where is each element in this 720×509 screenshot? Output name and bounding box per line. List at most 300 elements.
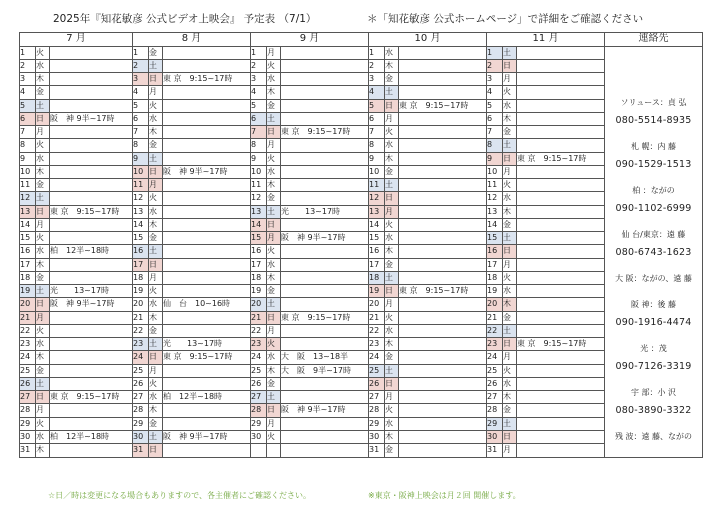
day-number: 17	[487, 258, 503, 271]
day-number: 21	[133, 311, 149, 324]
weekday: 月	[385, 391, 399, 404]
weekday: 金	[149, 139, 163, 152]
weekday: 日	[36, 205, 50, 218]
header-month-8: 8 月	[133, 33, 251, 47]
table-row	[20, 271, 703, 284]
weekday: 木	[267, 179, 281, 192]
day-number: 17	[20, 258, 36, 271]
table-row	[20, 245, 703, 258]
event-cell	[517, 404, 605, 417]
weekday: 金	[36, 271, 50, 284]
weekday: 水	[385, 324, 399, 337]
day-number: 15	[487, 232, 503, 245]
day-number: 22	[369, 324, 385, 337]
weekday: 月	[36, 126, 50, 139]
weekday: 火	[385, 404, 399, 417]
weekday: 火	[267, 152, 281, 165]
day-number: 13	[251, 205, 267, 218]
day-number: 12	[487, 192, 503, 205]
day-number: 29	[369, 417, 385, 430]
event-cell	[399, 112, 487, 125]
day-number: 25	[20, 364, 36, 377]
event-cell	[399, 205, 487, 218]
day-number: 3	[251, 73, 267, 86]
day-number: 4	[20, 86, 36, 99]
weekday: 日	[36, 391, 50, 404]
day-number: 5	[20, 99, 36, 112]
weekday: 水	[503, 285, 517, 298]
weekday: 月	[503, 73, 517, 86]
weekday: 火	[36, 417, 50, 430]
day-number: 31	[369, 444, 385, 458]
event-cell	[281, 179, 369, 192]
event-cell	[163, 364, 251, 377]
weekday: 金	[36, 179, 50, 192]
table-row	[20, 46, 703, 59]
event-cell	[163, 59, 251, 72]
weekday: 土	[503, 324, 517, 337]
day-number: 2	[20, 59, 36, 72]
day-number: 14	[369, 218, 385, 231]
event-cell	[399, 338, 487, 351]
weekday: 木	[149, 404, 163, 417]
day-number: 31	[487, 444, 503, 458]
table-row	[20, 192, 703, 205]
weekday: 水	[149, 391, 163, 404]
day-number: 4	[369, 86, 385, 99]
event-cell	[517, 377, 605, 390]
event-cell	[281, 99, 369, 112]
weekday: 土	[503, 139, 517, 152]
day-number: 3	[369, 73, 385, 86]
event-cell	[399, 258, 487, 271]
event-cell	[50, 99, 133, 112]
table-row	[20, 205, 703, 218]
weekday: 金	[267, 99, 281, 112]
table-row	[20, 179, 703, 192]
event-cell	[517, 59, 605, 72]
footer-note-right: ※東京・阪神上映会は月２回 開催します。	[368, 491, 521, 500]
event-cell	[50, 444, 133, 458]
day-number: 24	[487, 351, 503, 364]
day-number: 9	[369, 152, 385, 165]
event-cell	[517, 165, 605, 178]
event-cell	[399, 430, 487, 443]
weekday: 木	[503, 298, 517, 311]
day-number: 7	[251, 126, 267, 139]
day-number: 18	[251, 271, 267, 284]
day-number: 15	[369, 232, 385, 245]
weekday: 火	[267, 338, 281, 351]
weekday: 金	[385, 351, 399, 364]
contact-phone: 080-6743-1623	[615, 246, 692, 258]
day-number: 28	[20, 404, 36, 417]
day-number: 8	[251, 139, 267, 152]
event-cell	[50, 126, 133, 139]
weekday: 金	[385, 444, 399, 458]
day-number: 21	[20, 311, 36, 324]
event-cell	[50, 86, 133, 99]
day-number	[251, 444, 267, 458]
day-number: 27	[251, 391, 267, 404]
weekday: 火	[503, 179, 517, 192]
event-cell	[281, 324, 369, 337]
weekday: 土	[149, 245, 163, 258]
day-number: 30	[20, 430, 36, 443]
weekday: 月	[149, 364, 163, 377]
table-row	[20, 218, 703, 231]
day-number: 26	[133, 377, 149, 390]
event-cell	[281, 192, 369, 205]
event-cell	[163, 285, 251, 298]
day-number: 8	[20, 139, 36, 152]
day-number: 17	[251, 258, 267, 271]
weekday: 土	[385, 179, 399, 192]
day-number: 30	[487, 430, 503, 443]
weekday: 金	[149, 46, 163, 59]
event-cell	[50, 311, 133, 324]
day-number: 20	[133, 298, 149, 311]
day-number: 24	[133, 351, 149, 364]
day-number: 28	[487, 404, 503, 417]
weekday: 火	[503, 364, 517, 377]
event-cell	[517, 46, 605, 59]
event-cell: 東 京 9:15~17時	[163, 73, 251, 86]
event-cell	[50, 73, 133, 86]
day-number: 25	[133, 364, 149, 377]
event-cell	[399, 232, 487, 245]
event-cell	[281, 377, 369, 390]
contact-name: 仙 台/東京：遠 藤	[621, 229, 686, 239]
day-number: 20	[251, 298, 267, 311]
event-cell	[281, 86, 369, 99]
event-cell	[163, 112, 251, 125]
event-cell	[163, 218, 251, 231]
day-number: 3	[20, 73, 36, 86]
weekday: 木	[385, 152, 399, 165]
day-number: 13	[133, 205, 149, 218]
day-number: 30	[251, 430, 267, 443]
event-cell: 大 阪 9半~17時	[281, 364, 369, 377]
schedule-table	[19, 32, 703, 458]
day-number: 31	[133, 444, 149, 458]
day-number: 12	[251, 192, 267, 205]
contact-name: 残 波：遠 藤、ながの	[614, 431, 693, 441]
day-number: 26	[369, 377, 385, 390]
event-cell: 大 阪 13~18半	[281, 351, 369, 364]
contact-phone: 090-7126-3319	[615, 360, 692, 372]
day-number: 10	[369, 165, 385, 178]
weekday: 土	[36, 99, 50, 112]
table-row	[20, 311, 703, 324]
event-cell	[517, 430, 605, 443]
day-number: 14	[20, 218, 36, 231]
weekday: 金	[36, 86, 50, 99]
event-cell	[281, 417, 369, 430]
weekday: 火	[36, 46, 50, 59]
weekday: 木	[267, 271, 281, 284]
event-cell: 東 京 9:15~17時	[163, 351, 251, 364]
weekday: 火	[503, 271, 517, 284]
day-number: 7	[20, 126, 36, 139]
table-row	[20, 126, 703, 139]
weekday: 月	[36, 404, 50, 417]
weekday: 水	[267, 73, 281, 86]
day-number: 23	[20, 338, 36, 351]
day-number: 12	[20, 192, 36, 205]
event-cell	[517, 391, 605, 404]
weekday: 月	[503, 258, 517, 271]
weekday: 火	[36, 324, 50, 337]
header-month-7: 7 月	[20, 33, 133, 47]
table-row	[20, 364, 703, 377]
event-cell	[50, 139, 133, 152]
weekday: 日	[149, 73, 163, 86]
weekday: 火	[503, 86, 517, 99]
weekday: 月	[267, 46, 281, 59]
weekday: 金	[267, 377, 281, 390]
event-cell: 東 京 9:15~17時	[517, 152, 605, 165]
contact-name: 光 ：茂	[640, 343, 667, 353]
day-number: 12	[369, 192, 385, 205]
event-cell	[50, 404, 133, 417]
weekday: 土	[267, 298, 281, 311]
event-cell	[163, 232, 251, 245]
day-number: 22	[251, 324, 267, 337]
weekday: 火	[385, 311, 399, 324]
day-number: 13	[487, 205, 503, 218]
day-number: 8	[369, 139, 385, 152]
event-cell	[281, 391, 369, 404]
table-row	[20, 232, 703, 245]
event-cell	[517, 351, 605, 364]
weekday: 水	[36, 245, 50, 258]
day-number: 6	[251, 112, 267, 125]
day-number: 26	[487, 377, 503, 390]
day-number: 19	[251, 285, 267, 298]
day-number: 28	[133, 404, 149, 417]
event-cell	[50, 152, 133, 165]
day-number: 18	[487, 271, 503, 284]
day-number: 4	[133, 86, 149, 99]
event-cell	[399, 46, 487, 59]
day-number: 16	[487, 245, 503, 258]
event-cell	[281, 139, 369, 152]
day-number: 25	[487, 364, 503, 377]
weekday: 日	[149, 258, 163, 271]
event-cell	[517, 86, 605, 99]
day-number: 26	[20, 377, 36, 390]
event-cell	[163, 404, 251, 417]
event-cell: 阪 神 9半~17時	[163, 165, 251, 178]
day-number: 19	[20, 285, 36, 298]
weekday: 水	[149, 112, 163, 125]
day-number: 27	[20, 391, 36, 404]
table-row	[20, 139, 703, 152]
event-cell	[281, 298, 369, 311]
weekday: 金	[503, 126, 517, 139]
weekday: 水	[503, 377, 517, 390]
event-cell	[399, 324, 487, 337]
day-number: 21	[369, 311, 385, 324]
event-cell	[517, 271, 605, 284]
event-cell	[399, 73, 487, 86]
day-number: 6	[487, 112, 503, 125]
event-cell	[399, 298, 487, 311]
event-cell	[281, 73, 369, 86]
event-cell	[163, 271, 251, 284]
weekday: 土	[503, 232, 517, 245]
day-number: 21	[251, 311, 267, 324]
weekday: 日	[503, 152, 517, 165]
weekday: 水	[267, 351, 281, 364]
day-number: 22	[487, 324, 503, 337]
event-cell	[281, 258, 369, 271]
event-cell	[163, 126, 251, 139]
event-cell	[399, 245, 487, 258]
weekday: 金	[149, 324, 163, 337]
weekday: 金	[385, 165, 399, 178]
table-row	[20, 99, 703, 112]
day-number: 17	[369, 258, 385, 271]
day-number: 16	[369, 245, 385, 258]
event-cell	[281, 218, 369, 231]
weekday: 木	[385, 430, 399, 443]
weekday: 火	[149, 99, 163, 112]
weekday: 火	[36, 139, 50, 152]
event-cell: 阪 神 9半~17時	[281, 404, 369, 417]
event-cell	[399, 152, 487, 165]
event-cell: 東 京 9:15~17時	[517, 338, 605, 351]
contact-name: 阪 神：後 藤	[630, 299, 677, 309]
table-row	[20, 404, 703, 417]
day-number: 5	[369, 99, 385, 112]
event-cell	[517, 232, 605, 245]
contact-name: ソリュース：貞 弘	[620, 97, 687, 107]
weekday: 水	[149, 205, 163, 218]
day-number: 15	[20, 232, 36, 245]
weekday: 日	[503, 245, 517, 258]
event-cell	[163, 192, 251, 205]
event-cell: 東 京 9:15~17時	[399, 285, 487, 298]
event-cell	[163, 444, 251, 458]
event-cell	[281, 112, 369, 125]
day-number: 30	[133, 430, 149, 443]
day-number: 17	[133, 258, 149, 271]
weekday: 木	[149, 311, 163, 324]
header-note: ＊「知花敏彦 公式ホームページ」で詳細をご確認ください	[367, 13, 644, 25]
contact-name: 柏 ：ながの	[632, 185, 675, 195]
day-number: 2	[251, 59, 267, 72]
event-cell	[163, 152, 251, 165]
event-cell	[50, 417, 133, 430]
weekday: 月	[503, 351, 517, 364]
weekday: 木	[503, 205, 517, 218]
table-row	[20, 152, 703, 165]
event-cell	[399, 126, 487, 139]
weekday: 木	[149, 126, 163, 139]
event-cell	[50, 165, 133, 178]
weekday: 月	[267, 324, 281, 337]
day-number: 25	[369, 364, 385, 377]
weekday: 月	[385, 112, 399, 125]
weekday: 日	[267, 126, 281, 139]
weekday: 日	[385, 99, 399, 112]
event-cell	[50, 46, 133, 59]
event-cell	[281, 338, 369, 351]
day-number: 11	[487, 179, 503, 192]
event-cell	[50, 218, 133, 231]
day-number: 9	[20, 152, 36, 165]
day-number: 18	[369, 271, 385, 284]
footer-note-left: ☆日／時は変更になる場合もありますので、各主催者にご確認ください。	[48, 491, 312, 500]
day-number: 1	[369, 46, 385, 59]
weekday: 土	[385, 364, 399, 377]
weekday: 日	[385, 192, 399, 205]
day-number: 26	[251, 377, 267, 390]
table-row	[20, 112, 703, 125]
weekday: 日	[149, 351, 163, 364]
contact-name: 大 阪：ながの、遠 藤	[615, 273, 692, 283]
weekday: 日	[267, 218, 281, 231]
event-cell	[517, 324, 605, 337]
table-row	[20, 430, 703, 443]
event-cell	[399, 192, 487, 205]
day-number: 22	[20, 324, 36, 337]
event-cell	[399, 59, 487, 72]
event-cell	[281, 444, 369, 458]
event-cell	[399, 417, 487, 430]
event-cell: 光 13~17時	[281, 205, 369, 218]
day-number: 20	[369, 298, 385, 311]
day-number: 16	[251, 245, 267, 258]
weekday: 水	[36, 59, 50, 72]
day-number: 10	[20, 165, 36, 178]
weekday: 土	[503, 417, 517, 430]
event-cell	[517, 311, 605, 324]
event-cell: 阪 神 9半~17時	[50, 298, 133, 311]
weekday: 火	[149, 285, 163, 298]
contact-phone: 090-1916-4474	[615, 316, 692, 328]
weekday: 火	[267, 430, 281, 443]
event-cell	[50, 324, 133, 337]
event-cell: 仙 台 10~16時	[163, 298, 251, 311]
day-number: 3	[487, 73, 503, 86]
event-cell: 光 13~17時	[50, 285, 133, 298]
weekday: 火	[385, 126, 399, 139]
weekday: 土	[385, 271, 399, 284]
weekday: 土	[36, 192, 50, 205]
day-number: 18	[133, 271, 149, 284]
day-number: 31	[20, 444, 36, 458]
day-number: 11	[20, 179, 36, 192]
weekday: 木	[385, 338, 399, 351]
day-number: 28	[251, 404, 267, 417]
event-cell	[517, 112, 605, 125]
weekday: 木	[36, 73, 50, 86]
event-cell: 柏 12半~18時	[163, 391, 251, 404]
event-cell	[399, 377, 487, 390]
day-number: 24	[20, 351, 36, 364]
weekday: 木	[36, 258, 50, 271]
weekday: 水	[385, 139, 399, 152]
day-number: 8	[133, 139, 149, 152]
table-row	[20, 391, 703, 404]
weekday: 日	[267, 404, 281, 417]
weekday: 火	[267, 59, 281, 72]
event-cell	[50, 338, 133, 351]
weekday: 水	[36, 152, 50, 165]
